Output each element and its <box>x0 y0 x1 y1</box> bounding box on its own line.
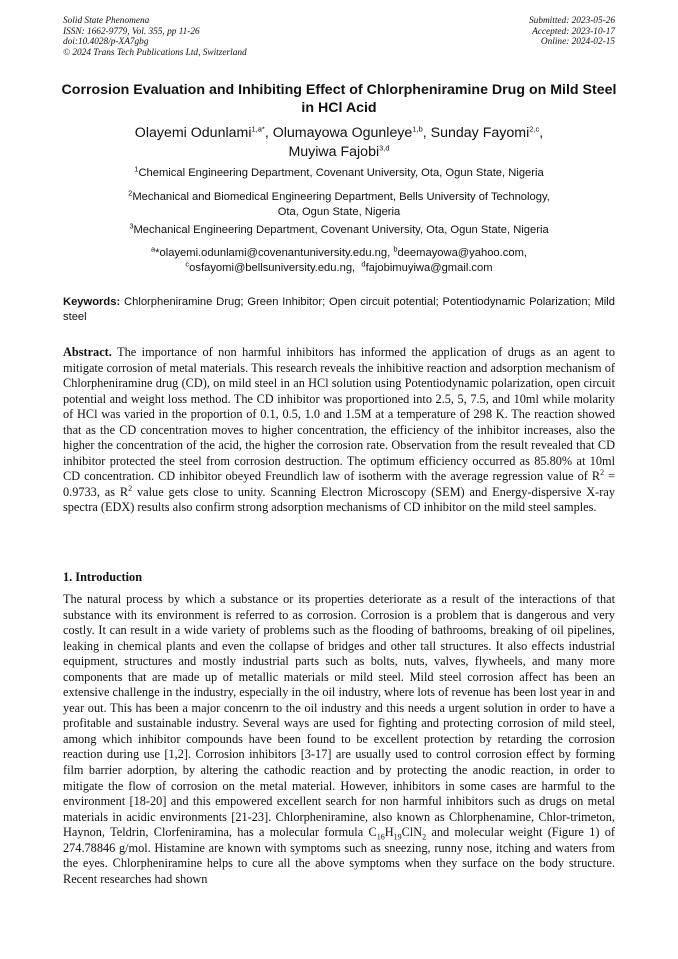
author-sup: 1,a* <box>251 124 265 134</box>
affiliation-1: $^1$Chemical Engineering Department, Covenant University, Ota, Ogun State, Nigeria <box>134 164 544 179</box>
publication-dates <box>529 16 615 48</box>
issn: ISSN: 1662-9779, Vol. 355, pp 11-26 <box>63 26 200 37</box>
copyright: © 2024 Trans Tech Publications Ltd, Switzerland <box>63 47 247 58</box>
introduction-paragraph: The natural process by which a substance or its properties deteriorate as a result of the interactions of that substance with its environment is referred to as corrosion. Corrosion is a problem that is dangerous and very costly. It can result in a wide variety of problems such as the flooding of bathrooms, breaking of oil pipelines, leaking in chemical plants and even the collapse of bridges and other tall structures. It also effects industrial equipment, structures and mostly industrial parts such as bolts, nuts, valves, flywheels, and many more components that are made up of metallic materials or mild steel. Mild steel corrosion affect has been an extensive challenge in the industry, especially in the oil industry, where lots of revenue has been lost year in and year out. This has been a major concenrn to the oil industry and this needs a urgent solution in order to have a profitable and sustainable industry. Several ways are used for fighting and protecting corrosion of mild steel, among which inhibitor compounds have been found to be excellent protection by retarding the corrosion reaction during use [1,2]. Corrosion inhibitors [3-17] are usually used to control corrosion effect by forming film barrier adorption, by altering the cathodic reaction and by protecting the anodic reaction, in order to mitigate the flow of corrosion on the metal material. However, inhibitors in some cases are harmful to the environment [18-20] and this empowered excellent search for non harmful inhibitors such as drugs on metal materials in acidic environments [21-23]. Chlorpheniramine, also known as Chlorphenamine, Chlor-trimeton, Haynon, Teldrin, Clorfeniramina, has a molecular formula $C_{16}H_{19}ClN_2$ and molecular weight (Figure 1) of 274.78846 g/mol. Histamine are known with symptoms such as sneezing, runny nose, itching and waters from the eyes. Chlorpheniramine helps to cure all the above symptoms when they surface on the body structure. Recent researches had shown <box>63 592 615 886</box>
doi[interactable]: doi:10.4028/p-XA7gbg <box>63 37 149 48</box>
affiliation-2: $^2$Mechanical and Biomedical Engineering Department, Bells University of Technology, Ota, Ogun State, Nigeria <box>128 188 550 218</box>
accepted-date: Accepted: 2023-10-17 <box>532 26 615 37</box>
paper-title: Corrosion Evaluation and Inhibiting Effect of Chlorpheniramine Drug on Mild Steel in HCl Acid <box>61 82 617 116</box>
abstract-label: Abstract. <box>63 345 112 359</box>
submitted-date: Submitted: 2023-05-26 <box>529 16 615 26</box>
email-link[interactable]: osfayomi@bellsuniversity.edu.ng, <box>189 261 356 274</box>
keywords-text: Chlorpheniramine Drug; Green Inhibitor; Open circuit potential; Potentiodynamic Polarization; Mild steel <box>63 296 615 323</box>
keywords <box>63 295 615 324</box>
author-sup: 3,d <box>379 143 390 153</box>
section-heading-introduction: 1. Introduction <box>63 570 143 584</box>
author-sup: 2,c <box>529 124 540 134</box>
author-emails: $^a$*olayemi.odunlami@covenantuniversity.edu.ng, $^b$deemayowa@yahoo.com, $^c$osfayomi@bellsuniversity.edu.ng, $^d$fajobimuyiwa@gmail.com <box>151 244 527 274</box>
email-link[interactable]: deemayowa@yahoo.com, <box>397 247 527 259</box>
email-link[interactable]: *olayemi.odunlami@covenantuniversity.edu.ng, <box>155 247 391 259</box>
journal-info <box>63 16 247 58</box>
author-list: Olayemi Odunlami$^{1,a*}$, Olumayowa Ogunleye$^{1,b}$, Sunday Fayomi$^{2,c}$, Muyiwa Fajobi$^{3,d}$ <box>134 124 544 160</box>
author-name: Olayemi Odunlami <box>134 125 252 141</box>
keywords-label: Keywords: <box>63 296 121 308</box>
email-link[interactable]: fajobimuyiwa@gmail.com <box>365 261 493 274</box>
author-sup: 1,b <box>412 124 423 134</box>
author-name: Sunday Fayomi <box>430 125 530 141</box>
online-date: Online: 2024-02-15 <box>540 37 615 48</box>
author-name: Olumayowa Ogunleye <box>272 125 413 141</box>
journal-name: Solid State Phenomena <box>63 16 150 26</box>
affiliation-3: $^3$Mechanical Engineering Department, Covenant University, Ota, Ogun State, Nigeria <box>129 221 549 236</box>
abstract: Abstract. The importance of non harmful inhibitors has informed the application of drugs as an agent to mitigate corrosion of metal materials. This research reveals the inhibitive reaction and adsorption mechanism of Chlorpheniramine drug (CD), on mild steel in an HCl solution using Potentiodynamic polarization, open circuit potential and weight loss method. The CD inhibitor was proportioned into 2.5, 5, 7.5, and 10ml while molarity of HCl was varied in the proportion of 0.1, 0.5, 1.0 and 1.5M at a temperature of 298 K. The reaction showed that as the CD concentration moves to higher concentration, the efficiency of the inhibitor increases, also the higher the concentration of the acid, the higher the corrosion rate. Observation from the result revealed that CD inhibitor protected the steel from corrosion destruction. The optimum efficiency occurred as 85.80% at 10ml CD concentration. CD inhibitor obeyed Freundlich law of isotherm with the average regression value of $R^2 = 0.9733$, as $R^2$ value gets close to unity. Scanning Electron Microscopy (SEM) and Energy-dispersive X-ray spectra (EDX) results also confirm strong adsorption mechanisms of CD inhibitor on the mild steel samples. <box>63 345 615 515</box>
author-name: Muyiwa Fajobi <box>288 144 380 160</box>
